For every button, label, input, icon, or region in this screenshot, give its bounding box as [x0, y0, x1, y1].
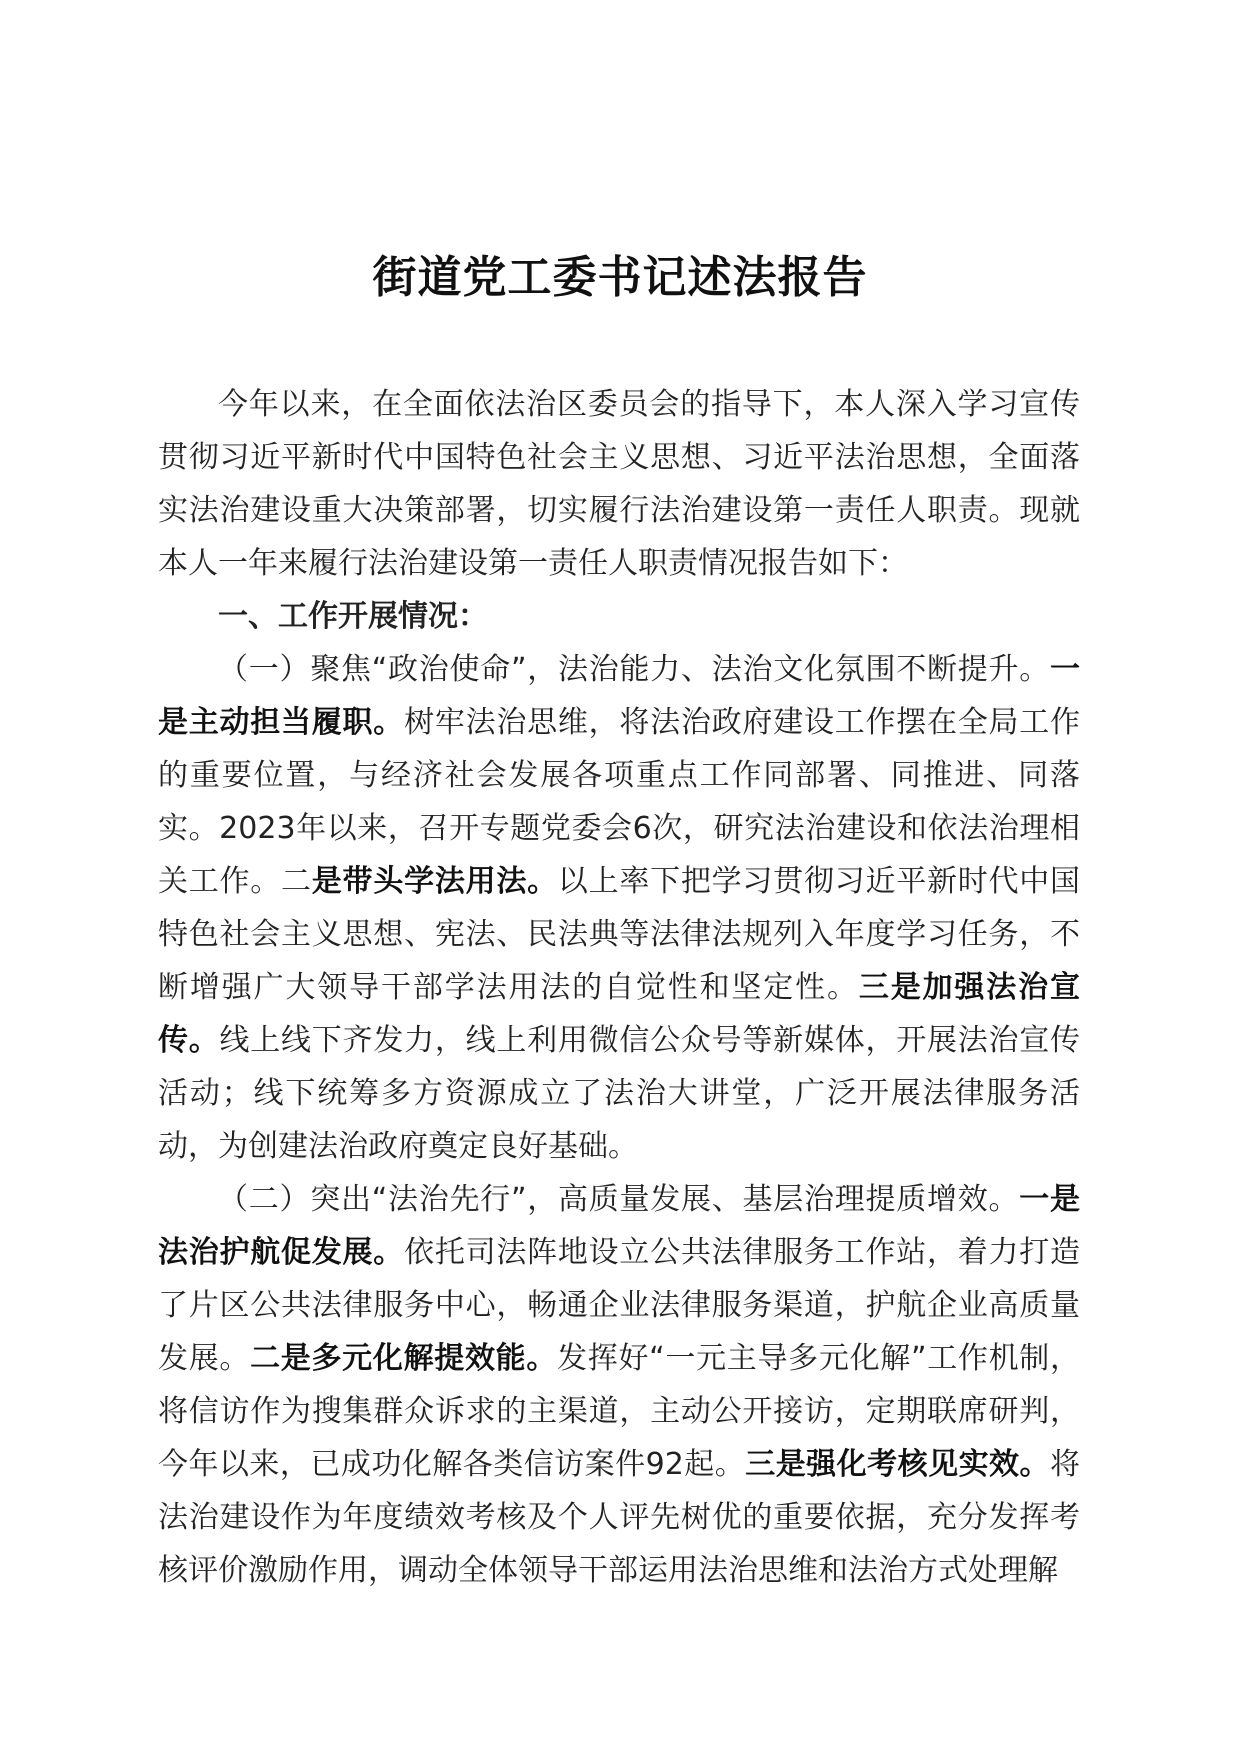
- subsection-1-point-2-text: 以上率下把学习贯彻习近平新时代中国特色社会主义思想、宪法、民法典等法律法规列入年度学习任务，不断增强广大领导干部学法用法的自觉性和坚定性。: [158, 864, 1081, 1005]
- subsection-2-point-3-heading: 三是强化考核见实效。: [745, 1447, 1050, 1482]
- subsection-1-point-3-text: 线上线下齐发力，线上利用微信公众号等新媒体，开展法治宣传活动；线下统筹多方资源成立了法治大讲堂，广泛开展法律服务活动，为创建法治政府奠定良好基础。: [158, 1023, 1081, 1164]
- document-title: 街道党工委书记述法报告: [372, 252, 868, 303]
- section-heading-work-status: 一、工作开展情况：: [218, 599, 488, 634]
- subsection-2-point-1-heading: 一是法治护航促发展。: [158, 1182, 1080, 1270]
- subsection-paragraph-1: [158, 643, 1080, 1173]
- subsection-1-point-3-heading: 三是加强法治宣传。: [158, 970, 1081, 1058]
- subsection-1-lead: （一）聚焦“政治使命”，法治能力、法治文化氛围不断提升。: [218, 652, 1050, 687]
- subsection-2-lead: （二）突出“法治先行”，高质量发展、基层治理提质增效。: [218, 1182, 1020, 1217]
- subsection-2-point-1-text: 依托司法阵地设立公共法律服务工作站，着力打造了片区公共法律服务中心，畅通企业法律服务渠道，护航企业高质量发展。: [158, 1235, 1081, 1376]
- intro-paragraph: 今年以来，在全面依法治区委员会的指导下，本人深入学习宣传贯彻习近平新时代中国特色社会主义思想、习近平法治思想，全面落实法治建设重大决策部署，切实履行法治建设第一责任人职责。现就本人一年来履行法治建设第一责任人职责情况报告如下：: [158, 387, 1080, 581]
- subsection-2-point-2-heading: 二是多元化解提效能。: [250, 1341, 558, 1376]
- subsection-2-point-2-text: 发挥好“一元主导多元化解”工作机制，将信访作为搜集群众诉求的主渠道，主动公开接访，定期联席研判，今年以来，已成功化解各类信访案件92起。: [158, 1341, 1080, 1482]
- subsection-1-point-1-text: 树牢法治思维，将法治政府建设工作摆在全局工作的重要位置，与经济社会发展各项重点工作同部署、同推进、同落实。2023年以来，召开专题党委会6次，研究法治建设和依法治理相关工作。二: [158, 705, 1081, 899]
- subsection-2-point-3-text: 将法治建设作为年度绩效考核及个人评先树优的重要依据，充分发挥考核评价激励作用，调动全体领导干部运用法治思维和法治方式处理解: [158, 1447, 1080, 1588]
- subsection-paragraph-2: [158, 1173, 1080, 1597]
- subsection-1-point-2-heading: 是带头学法用法。: [311, 864, 558, 899]
- subsection-1-point-1-heading: 一是主动担当履职。: [158, 652, 1080, 740]
- document-body: [158, 378, 1080, 1597]
